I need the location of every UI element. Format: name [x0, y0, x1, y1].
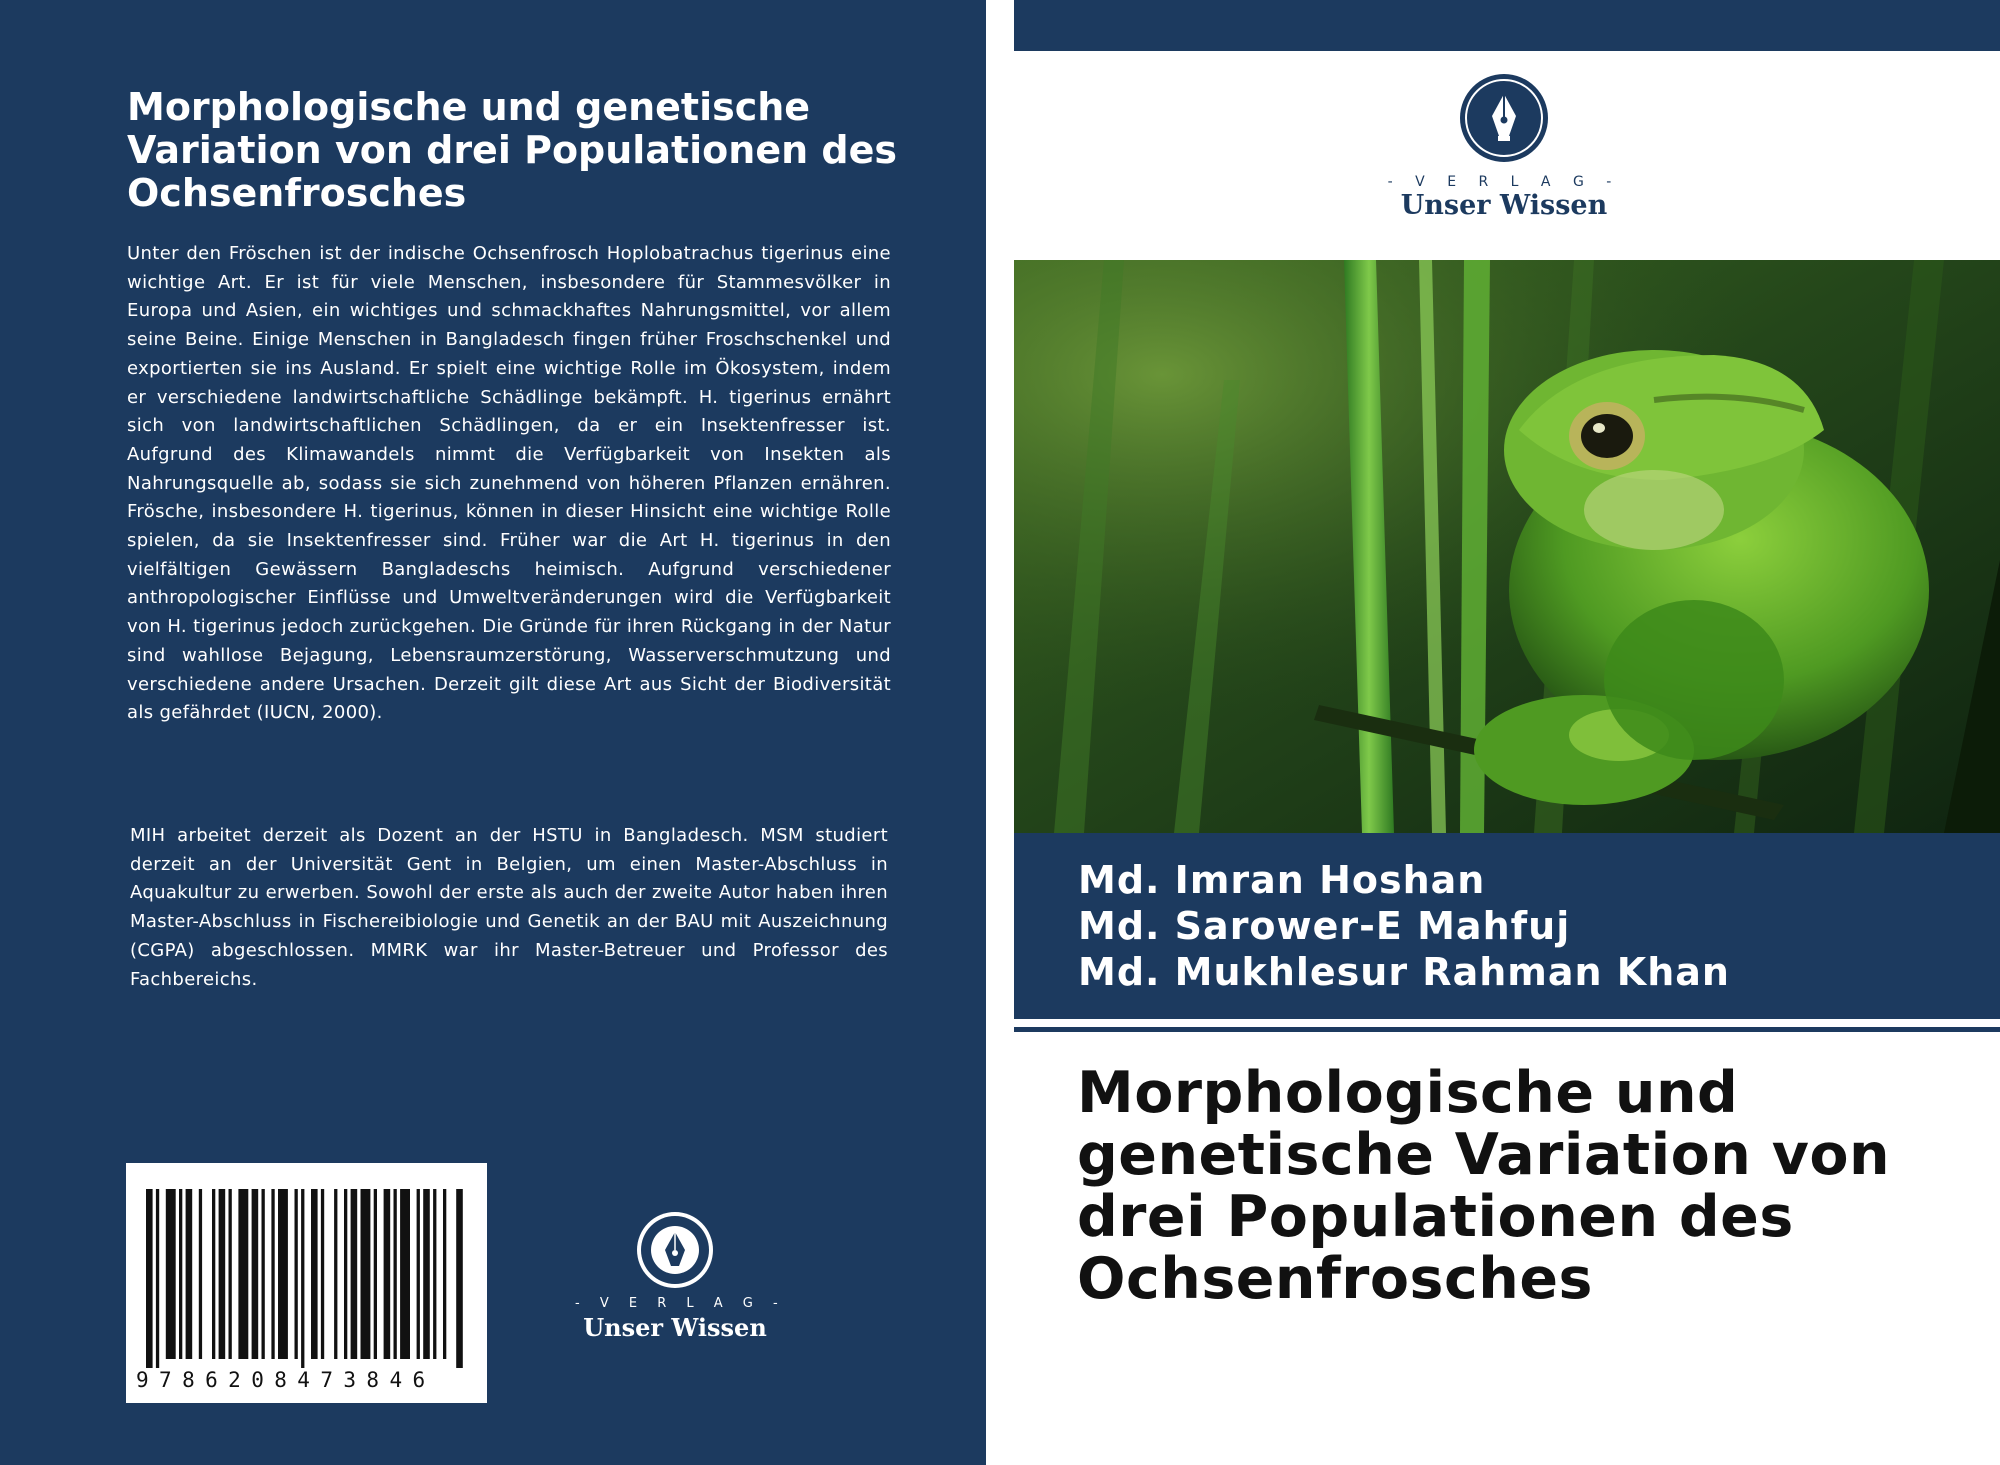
- front-cover: [1014, 0, 2000, 1465]
- authors-band: [1014, 833, 2000, 1019]
- frog-photo: [1014, 260, 2000, 833]
- author-name-2: Md. Sarower-E Mahfuj: [1078, 904, 1571, 948]
- front-publisher-logo: [1354, 72, 1654, 221]
- isbn-barcode: [126, 1163, 487, 1403]
- barcode-bars: [126, 1163, 487, 1368]
- isbn-number: 9786208473846: [136, 1368, 436, 1392]
- front-top-bar: [1014, 0, 2000, 51]
- back-cover-blurb: Unter den Fröschen ist der indische Ochsenfrosch Hoplobatrachus tigerinus eine wichtige Art. Er ist für viele Menschen, insbesondere für Stammesvölker in Europa und Asien, ein wichtiges und schmackhaftes Nahrungsmittel, vor allem seine Beine. Einige Menschen in Bangladesch fingen früher Froschschenkel und exportierten sie ins Ausland. Er spielt eine wichtige Rolle im Ökosystem, indem er verschiedene landwirtschaftliche Schädlinge bekämpft. H. tigerinus ernährt sich von landwirtschaftlichen Schädlingen, da er ein Insektenfresser ist. Aufgrund des Klimawandels nimmt die Verfügbarkeit von Insekten als Nahrungsquelle ab, sodass sie sich zunehmend von höheren Pflanzen ernähren. Frösche, insbesondere H. tigerinus, können in dieser Hinsicht eine wichtige Rolle spielen, da sie Insektenfresser sind. Früher war die Art H. tigerinus in den vielfältigen Gewässern Bangladeschs heimisch. Aufgrund verschiedener anthropologischer Einflüsse und Umweltveränderungen wird die Verfügbarkeit von H. tigerinus jedoch zurückgehen. Die Gründe für ihren Rückgang in der Natur sind wahllose Bejagung, Lebensraumzerstörung, Wasserverschmutzung und verschiedene andere Ursachen. Derzeit gilt diese Art aus Sicht der Biodiversität als gefährdet (IUCN, 2000).: [127, 243, 891, 724]
- back-verlag-label: - V E R L A G -: [575, 1296, 786, 1311]
- front-cover-title: Morphologische und genetische Variation von drei Populationen des Ochsenfrosches: [1077, 1060, 1891, 1312]
- author-name-1: Md. Imran Hoshan: [1078, 858, 1486, 902]
- author-name-3: Md. Mukhlesur Rahman Khan: [1078, 950, 1730, 994]
- back-cover: [0, 0, 986, 1465]
- title-divider: [1014, 1027, 2000, 1032]
- back-publisher-logo: [575, 1210, 786, 1345]
- pen-nib-seal-icon: [1458, 72, 1550, 164]
- back-publisher-name: Unser Wissen: [583, 1313, 767, 1342]
- frog-illustration: [1014, 260, 2000, 833]
- front-publisher-name: Unser Wissen: [1400, 190, 1608, 221]
- front-verlag-label: - V E R L A G -: [1387, 174, 1621, 190]
- pen-nib-seal-icon: [635, 1210, 715, 1290]
- back-cover-title: Morphologische und genetische Variation von drei Populationen des Ochsenfrosches: [127, 85, 897, 215]
- author-bio: MIH arbeitet derzeit als Dozent an der HSTU in Bangladesch. MSM studiert derzeit an der Universität Gent in Belgien, um einen Master-Abschluss in Aquakultur zu erwerben. Sowohl der erste als auch der zweite Autor haben ihren Master-Abschluss in Fischereibiologie und Genetik an der BAU mit Auszeichnung (CGPA) abgeschlossen. MMRK war ihr Master-Betreuer und Professor des Fachbereichs.: [130, 825, 888, 990]
